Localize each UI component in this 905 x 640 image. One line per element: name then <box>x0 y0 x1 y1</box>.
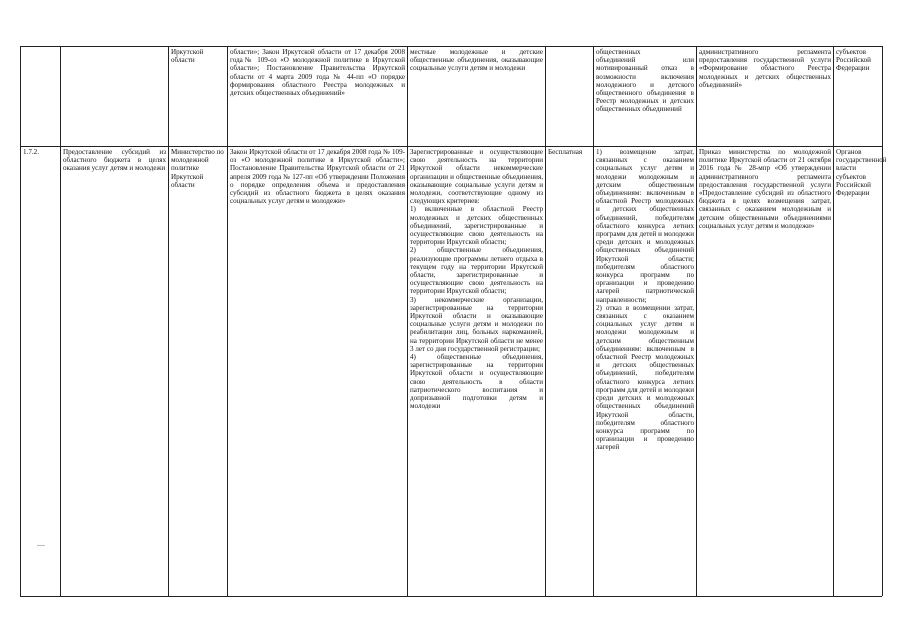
table-bottom-border <box>20 596 882 597</box>
column-border <box>168 46 169 596</box>
table-cell-name: Предоставление субсидий из областного бюджета в целях оказания услуг детям и молодежи <box>63 148 166 173</box>
column-border <box>833 46 834 596</box>
column-border <box>20 46 21 596</box>
column-border <box>593 46 594 596</box>
table-cell-regulation: Приказ министерства по молодежной политике Иркутской области от 21 октября 2016 года № 28-мпр «Об утверждении административного регламента предоставления государственной услуги «Предоставление субсидий из областного бюджета в целях возмещения затрат, связанных с оказанием молодежным и детским общественными объединениями социальных услуг детям и молодежи» <box>699 148 831 230</box>
column-border <box>227 46 228 596</box>
scan-mark <box>37 545 45 546</box>
table-cell-recipients: местные молодежные и детские общественные объединения, оказывающие социальные услуги детям и молодежи <box>410 48 543 73</box>
table-cell-fee: Бесплатная <box>548 148 583 156</box>
table-top-border <box>20 46 882 47</box>
table-cell-level: субъектов Российской Федерации <box>836 48 871 73</box>
table-cell-regulation: административного регламента предоставления государственной услуги «Формирование областного Реестра молодежных и детских общественных объединений» <box>699 48 831 89</box>
table-cell-npa: области»; Закон Иркутской области от 17 декабря 2008 года№ 109-оз «О молодежной политике в Иркутской области»; Постановление Правительства Иркутской области от 4 марта 2009 года № 44-пп «О порядке формирования областного Реестра молодежных и детских общественных объединений» <box>230 48 405 98</box>
table-cell-recipients: Зарегистрированные и осуществляющие свою деятельность на территории Иркутской области некоммерческие организации и общественные объединения, оказывающие социальные услуги детям и молодежи, соответствующие одному из следующих критериев: 1) включенные в областной Реестр молодежных и детских общественных объединений, зарегистрированные и осуществляющие свою деятельность на территории Иркутской области; 2) общественные объединения, реализующие программы летнего отдыха в текущем году на территории Иркутской области, зарегистрированные и осуществляющие свою деятельность на территории Иркутской области; 3) некоммерческие организации, зарегистрированные на территории Иркутской области и оказывающие социальные услуги детям и молодежи по реабилитации лиц, больных наркоманией, на территории Иркутской области не менее 3 лет со дня государственной регистрации; 4) общественные объединения, зарегистрированные на территории Иркутской области и осуществляющие свою деятельность в области патриотического воспитания и допризывной подготовки детям и молодежи <box>410 148 543 411</box>
table-cell-authority: Иркутской области <box>171 48 204 65</box>
column-border <box>545 46 546 596</box>
table-cell-authority: Министерство по молодежной политике Иркутской области <box>171 148 224 189</box>
column-border <box>407 46 408 596</box>
column-border <box>882 46 883 596</box>
table-cell-result: 1) возмещение затрат, связанных с оказанием социальных услуг детям и молодежи молодежным и детским общественным объединениям: включенным в областной Реестр молодежных и детских общественных объединений, победителям областного конкурса летних программ для детей и молодежи среди детских и молодежных общественных объединений Иркутской области; победителям областного конкурса программ по организации и проведению лагерей патриотической направленности; 2) отказ в возмещении затрат, связанных с оказанием социальных услуг детям и молодежи молодежным и детским общественным объединениям: включенным в областной Реестр молодежных и детских общественных объединений, победителям областного конкурса летних программ для детей и молодежи среди детских и молодежных общественных объединений Иркутской области, победителям областного конкурса программ по организации и проведению лагерей <box>596 148 694 452</box>
table-cell-number: 1.7.2. <box>23 148 39 156</box>
table-cell-result: общественных объединений или мотивированный отказ в возможности включения молодежного и детского общественного объединения в Реестр молодежных и детских общественных объединений <box>596 48 694 114</box>
table-cell-level: Органов государственной власти субъектов Российской Федерации <box>836 148 887 198</box>
row-separator <box>20 146 882 147</box>
column-border <box>696 46 697 596</box>
column-border <box>60 46 61 596</box>
table-cell-npa: Закон Иркутской области от 17 декабря 2008 года № 109-оз «О молодежной политике в Иркутской области»; Постановление Правительства Иркутской области от 21 апреля 2009 года № 127-пп «Об утверждении Положения о порядке определения объема и предоставления субсидий из областного бюджета в целях оказания социальных услуг детям и молодежи» <box>230 148 405 206</box>
